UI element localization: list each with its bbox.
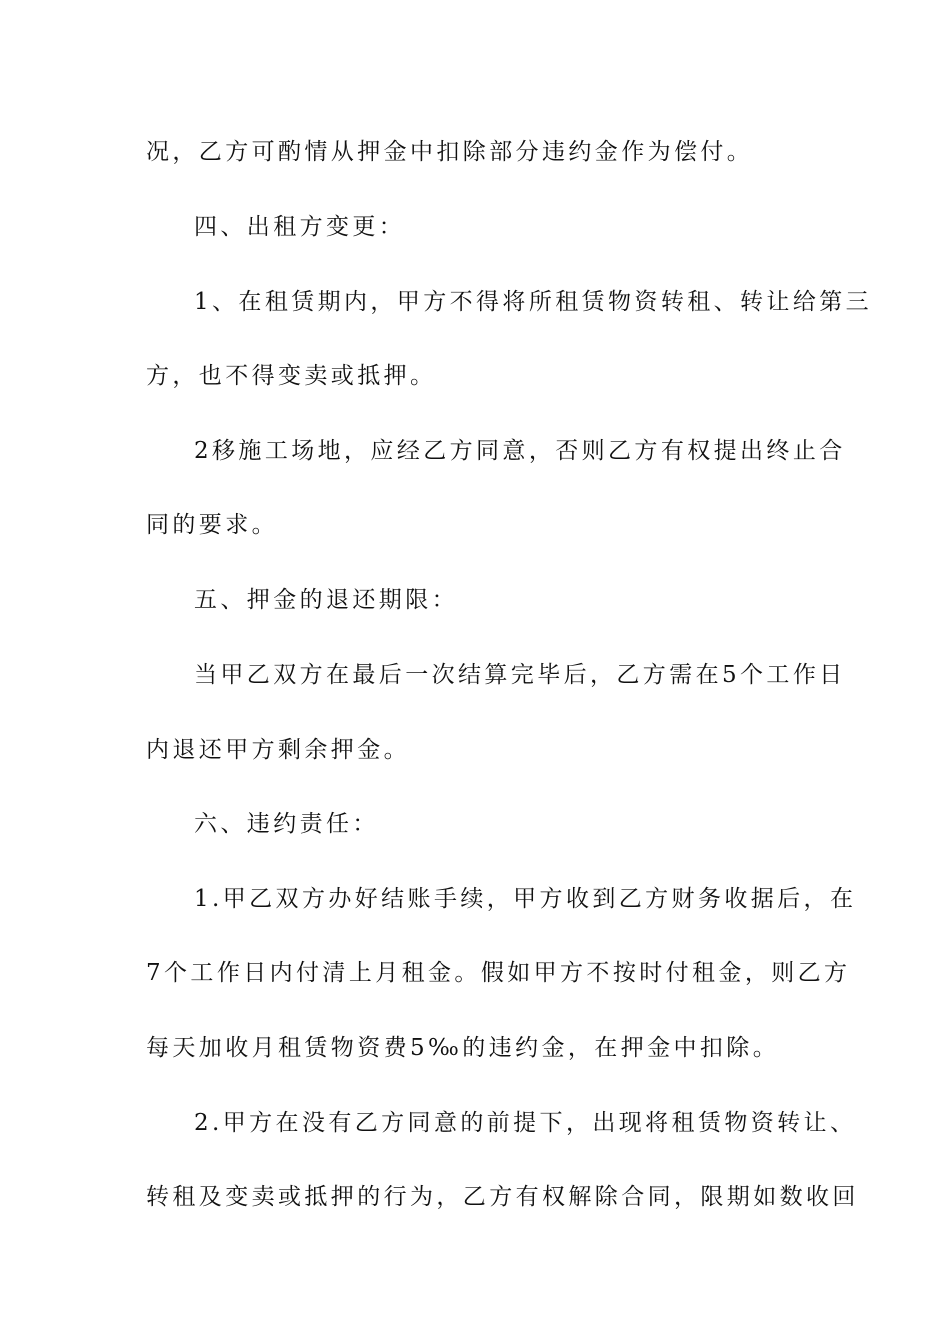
text-line-12: 7个工作日内付清上月租金。假如甲方不按时付租金，则乙方 xyxy=(146,960,851,986)
text-line-9: 内退还甲方剩余押金。 xyxy=(146,737,410,763)
text-line-1: 况，乙方可酌情从押金中扣除部分违约金作为偿付。 xyxy=(146,139,754,165)
text-line-14: 2.甲方在没有乙方同意的前提下，出现将租赁物资转让、 xyxy=(194,1110,857,1136)
section-heading-4: 四、出租方变更： xyxy=(194,214,406,240)
text-line-3: 1、在租赁期内，甲方不得将所租赁物资转租、转让给第三 xyxy=(194,289,873,315)
section-heading-6: 六、违约责任： xyxy=(194,811,379,837)
section-heading-5: 五、押金的退还期限： xyxy=(194,587,458,613)
text-line-11: 1.甲乙双方办好结账手续，甲方收到乙方财务收据后，在 xyxy=(194,886,857,912)
text-line-5: 2移施工场地，应经乙方同意，否则乙方有权提出终止合 xyxy=(194,438,846,464)
text-line-8: 当甲乙双方在最后一次结算完毕后，乙方需在5个工作日 xyxy=(194,662,846,688)
text-line-15: 转租及变卖或抵押的行为，乙方有权解除合同，限期如数收回 xyxy=(146,1184,859,1210)
text-line-13: 每天加收月租赁物资费5‰的违约金，在押金中扣除。 xyxy=(146,1035,780,1061)
text-line-6: 同的要求。 xyxy=(146,512,278,538)
text-line-4: 方，也不得变卖或抵押。 xyxy=(146,363,437,389)
